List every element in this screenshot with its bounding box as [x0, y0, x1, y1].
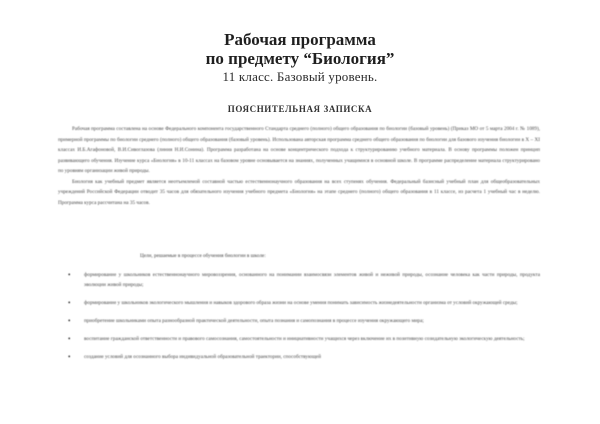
section-heading: ПОЯСНИТЕЛЬНАЯ ЗАПИСКА [227, 104, 373, 114]
bullet-icon: • [68, 317, 71, 325]
document-title: Рабочая программа [224, 30, 376, 49]
goals-list [68, 270, 540, 370]
body-text [58, 124, 540, 208]
list-item [68, 270, 540, 290]
paragraph: Биология как учебный предмет является неотъемлемой составной частью естественнонаучного образования на всех ступенях обучения. Федеральный базисный учебный план для общеобразовательных учреждений Российской Федерации отводит 35 часов для обязательного изучения учебного предмета «Биология» на этапе среднего (полного) общего образования в 11 классе, из расчета 1 учебный час в неделю. Программа курса рассчитана на 35 часов. [58, 178, 540, 206]
list-item-text: приобретение школьниками опыта разнообразной практической деятельности, опыта познания и самопознания в процессе изучения окружающего мира; [84, 318, 424, 324]
goals-intro: Цели, решаемые в процессе обучения биологии в школе: [140, 253, 266, 259]
bullet-icon: • [68, 353, 71, 361]
list-item-text: формирование у школьников естественнонаучного мировоззрения, основанного на понимании взаимосвязи элементов живой и неживой природы, осознание человека как части природы, продукта эволюции живой природы; [84, 272, 540, 288]
bullet-icon: • [68, 299, 71, 307]
list-item-text: создание условий для осознанного выбора индивидуальной образовательной траектории, способствующей [84, 354, 321, 360]
document-subject: по предмету “Биология” [205, 49, 395, 68]
list-item [68, 298, 540, 308]
bullet-icon: • [68, 271, 71, 279]
list-item-text: формирование у школьников экологического мышления и навыков здорового образа жизни на основе умения понимать зависимость жизнедеятельности организма от условий окружающей среды; [84, 300, 518, 306]
list-item [68, 316, 540, 326]
document-grade-level: 11 класс. Базовый уровень. [222, 69, 378, 84]
list-item [68, 352, 540, 362]
list-item [68, 334, 540, 344]
title-block [0, 30, 600, 86]
paragraph: Рабочая программа составлена на основе Федерального компонента государственного Стандарта среднего (полного) общего образования по биологии (базовый уровень) (Приказ МО от 5 марта 2004 г. № 1089), примерной программы по биологии среднего (полного) общего образования (базовый уровень). Использована авторская программа среднего общего образования по биологии для базового изучения биологии в X – XI классах И.Б.Агафоновой, В.И.Сивоглазова (линия Н.И.Сонина). Программа разработана на основе концентрического подхода к структурированию учебного материала. В основу программы положен принцип развивающего обучения. Изучение курса «Биология» в 10-11 классах на базовом уровне основывается на знаниях, полученных учащимися в основной школе. В программе распределение материала структурировано по уровням организации живой природы. [58, 126, 540, 174]
list-item-text: воспитание гражданской ответственности и правового самосознания, самостоятельности и инициативности учащихся через включение их в позитивную созидательную экологическую деятельность; [84, 336, 525, 342]
bullet-icon: • [68, 335, 71, 343]
